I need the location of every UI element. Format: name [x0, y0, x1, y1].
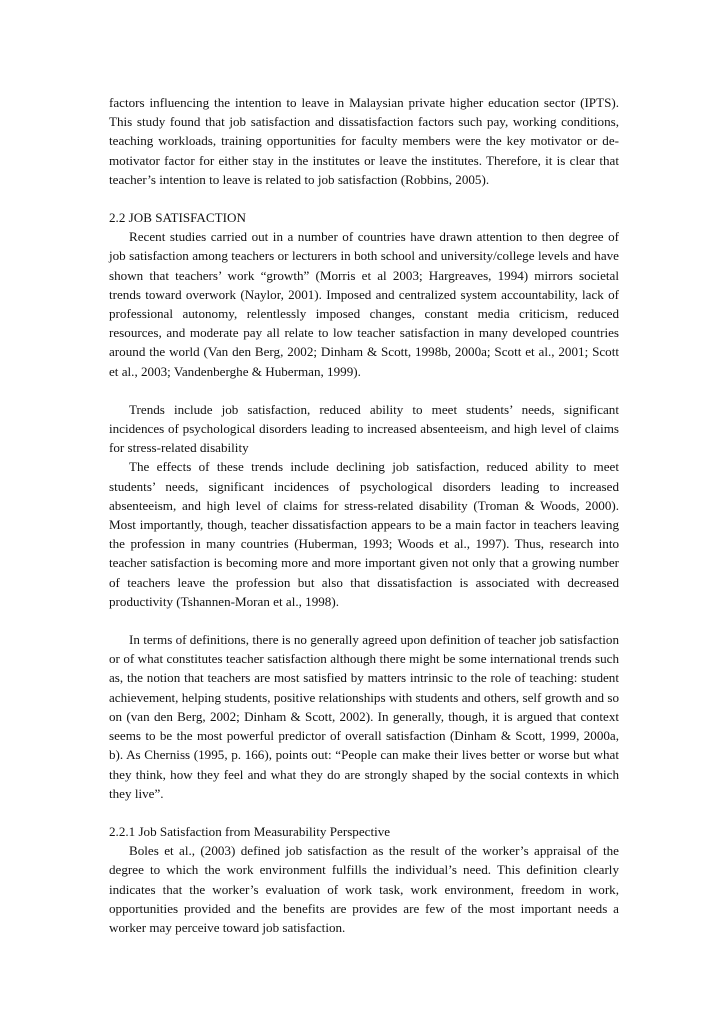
paragraph-boles: Boles et al., (2003) defined job satisfaction as the result of the worker’s appraisal of the degree to which the work environment fulfills the individual’s need. This definition clearly indicates that the worker’s evaluation of work task, work environment, freedom in work, opportunities provided and the benefits are provides are few of the most important needs a worker may perceive toward job satisfaction. — [109, 843, 619, 935]
section-heading-job-satisfaction: 2.2 JOB SATISFACTION — [109, 210, 246, 226]
paragraph-effects: The effects of these trends include declining job satisfaction, reduced ability to meet students’ needs, significant incidences of psychological disorders leading to increased absenteeism, and high level of claims for stress-related disability (Troman & Woods, 2000). Most importantly, though, teacher dissatisfaction appears to be a main factor in teachers leaving the profession in many countries (Huberman, 1993; Woods et al., 1997). Thus, research into teacher satisfaction is becoming more and more important given not only that a growing number of teachers leave the profession but also that dissatisfaction is associated with decreased productivity (Tshannen-Moran et al., 1998). — [109, 459, 619, 609]
paragraph-definitions: In terms of definitions, there is no generally agreed upon definition of teacher job satisfaction or of what constitutes teacher satisfaction although there might be some international trends such as, the notion that teachers are most satisfied by matters intrinsic to the role of teaching: student achievement, helping students, positive relationships with students and others, self growth and so on (van den Berg, 2002; Dinham & Scott, 2002). In generally, though, it is argued that context seems to be the most powerful predictor of overall satisfaction (Dinham & Scott, 1999, 2000a, b). As Cherniss (1995, p. 166), points out: “People can make their lives better or worse but what they think, how they feel and what they do are strongly shaped by the social contexts in which they live”. — [109, 632, 619, 801]
paragraph-recent-studies: Recent studies carried out in a number of countries have drawn attention to then degree of job satisfaction among teachers or lecturers in both school and university/college levels and have shown that teachers’ work “growth” (Morris et al 2003; Hargreaves, 1994) mirrors societal trends toward overwork (Naylor, 2001). Imposed and centralized system accountability, lack of professional autonomy, relentlessly imposed changes, constant media criticism, reduced resources, and moderate pay all relate to low teacher satisfaction in many developed countries around the world (Van den Berg, 2002; Dinham & Scott, 1998b, 2000a; Scott et al., 2001; Scott et al., 2003; Vandenberghe & Huberman, 1999). — [109, 229, 619, 379]
paragraph-intro: factors influencing the intention to leave in Malaysian private higher education sector (IPTS). This study found that job satisfaction and dissatisfaction factors such pay, working conditions, teaching workloads, training opportunities for faculty members were the key motivator or de-motivator factor for either stay in the institutes or leave the institutes. Therefore, it is clear that teacher’s intention to leave is related to job satisfaction (Robbins, 2005). — [109, 95, 619, 187]
paragraph-trends: Trends include job satisfaction, reduced ability to meet students’ needs, significant incidences of psychological disorders leading to increased absenteeism, and high level of claims for stress-related disability — [109, 401, 619, 456]
subsection-heading-measurability: 2.2.1 Job Satisfaction from Measurability Perspective — [109, 823, 391, 839]
page-content — [109, 93, 619, 937]
